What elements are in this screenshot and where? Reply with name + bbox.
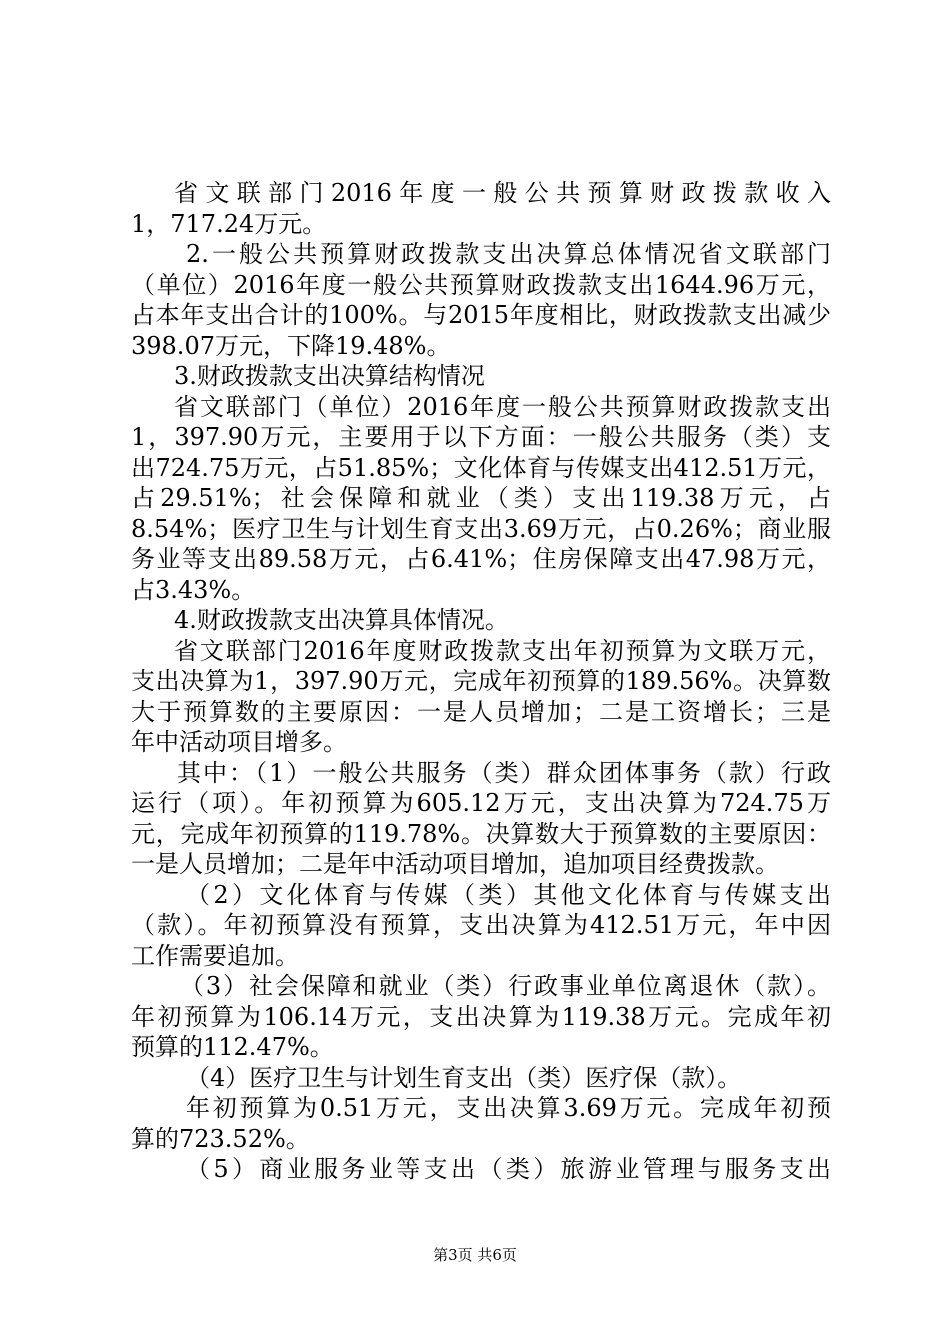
page-footer: 第3页 共6页: [433, 1246, 517, 1264]
paragraph-line: （5）商业服务业等支出（类）旅游业管理与服务支出: [186, 1155, 831, 1183]
paragraph-line: 年初预算为106.14万元，支出决算为119.38万元。完成年初: [131, 1002, 831, 1031]
paragraph-line: 2.一般公共预算财政拨款支出决算总体情况省文联部门: [186, 240, 831, 268]
paragraph-line: （4）医疗卫生与计划生育支出（类）医疗保（款）。: [186, 1063, 742, 1092]
paragraph-line: 年初预算为0.51万元，支出决算3.69万元。完成年初预: [186, 1094, 831, 1122]
paragraph-line: 预算的112.47%。: [131, 1033, 334, 1061]
paragraph-line: 1，717.24万元。: [131, 209, 327, 238]
paragraph-line: 398.07万元，下降19.48%。: [131, 331, 451, 360]
paragraph-line: 一是人员增加；二是年中活动项目增加，追加项目经费拨款。: [131, 850, 779, 878]
paragraph-line: 省文联部门2016年度一般公共预算财政拨款收入: [174, 179, 831, 207]
paragraph-line: 1，397.90万元，主要用于以下方面：一般公共服务（类）支: [131, 423, 831, 451]
paragraph-line: 省文联部门（单位）2016年度一般公共预算财政拨款支出: [174, 392, 831, 421]
paragraph-line: 8.54%；医疗卫生与计划生育支出3.69万元，占0.26%；商业服: [131, 514, 831, 543]
paragraph-line: 支出决算为1，397.90万元，完成年初预算的189.56%。决算数: [131, 667, 831, 695]
paragraph-line: 其中：（1）一般公共服务（类）群众团体事务（款）行政: [177, 758, 831, 787]
paragraph-line: （3）社会保障和就业（类）行政事业单位离退休（款）。: [180, 972, 831, 1000]
paragraph-line: 占29.51%；社会保障和就业（类）支出119.38万元，占: [131, 484, 831, 512]
paragraph-line: 大于预算数的主要原因：一是人员增加；二是工资增长；三是: [131, 697, 831, 726]
paragraph-line: （单位）2016年度一般公共预算财政拨款支出1644.96万元，: [131, 270, 831, 299]
paragraph-line: 占本年支出合计的100%。与2015年度相比，财政拨款支出减少: [131, 301, 831, 329]
paragraph-line: （款）。年初预算没有预算，支出决算为412.51万元，年中因: [131, 911, 831, 939]
section-heading: 3.财政拨款支出决算结构情况: [174, 362, 485, 390]
paragraph-line: 务业等支出89.58万元，占6.41%；住房保障支出47.98万元，: [131, 545, 831, 573]
paragraph-line: 算的723.52%。: [131, 1124, 310, 1153]
paragraph-line: 占3.43%。: [131, 575, 256, 604]
paragraph-line: 元，完成年初预算的119.78%。决算数大于预算数的主要原因：: [131, 819, 831, 848]
paragraph-line: 年中活动项目增多。: [131, 728, 347, 756]
paragraph-line: 省文联部门2016年度财政拨款支出年初预算为文联万元，: [174, 636, 831, 665]
section-heading: 4.财政拨款支出决算具体情况。: [174, 606, 509, 634]
paragraph-line: 运行（项）。年初预算为605.12万元，支出决算为724.75万: [131, 789, 831, 817]
paragraph-line: （2）文化体育与传媒（类）其他文化体育与传媒支出: [186, 880, 831, 909]
paragraph-line: 出724.75万元，占51.85%；文化体育与传媒支出412.51万元，: [131, 453, 831, 482]
paragraph-line: 工作需要追加。: [131, 941, 299, 970]
